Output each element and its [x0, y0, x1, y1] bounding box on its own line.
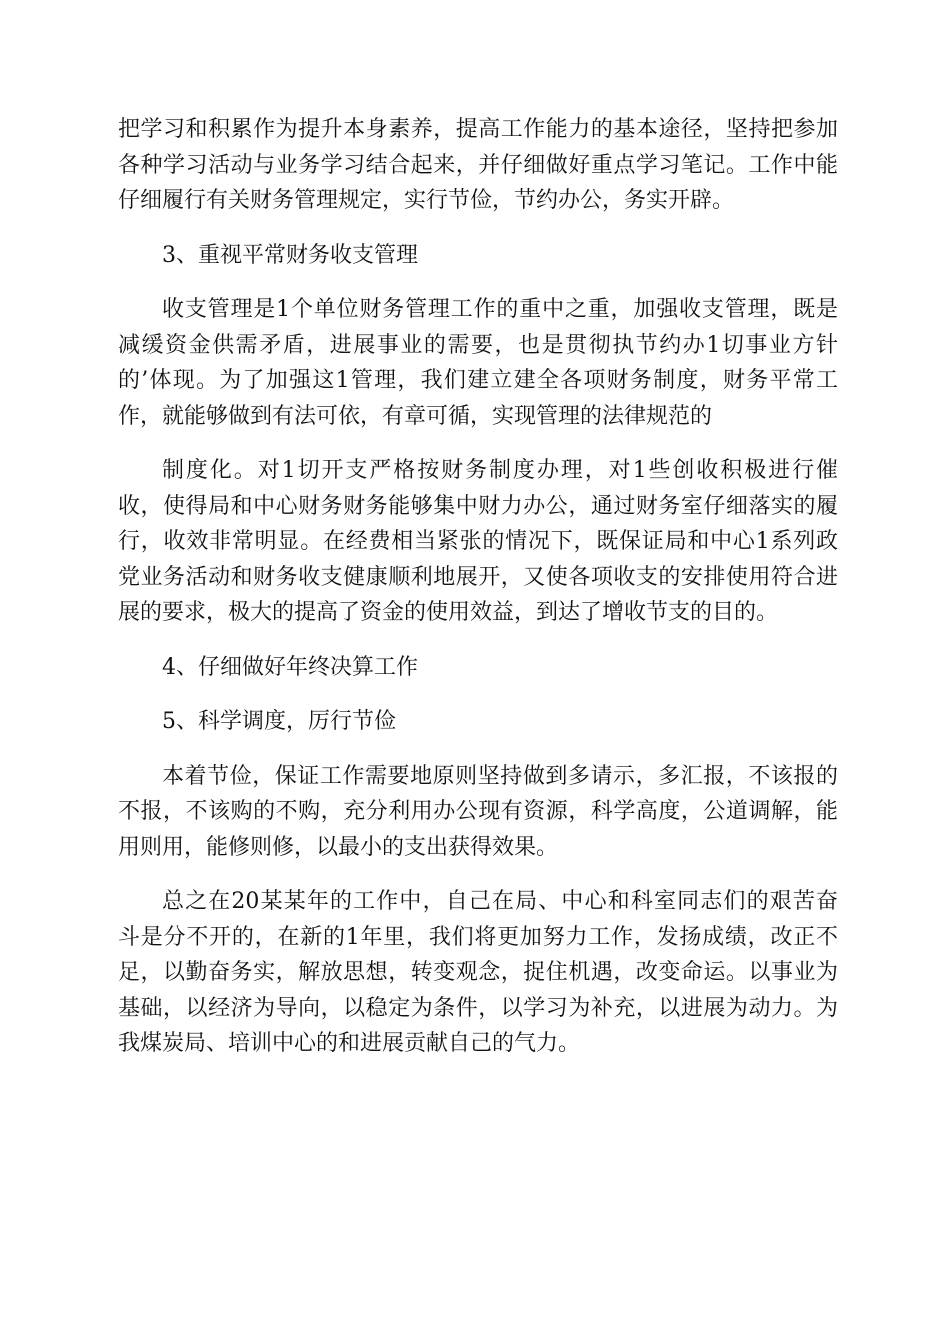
paragraph-line: 仔细履行有关财务管理规定，实行节俭，节约办公，务实开辟。 [118, 188, 735, 213]
paragraph-line: 用则用，能修则修，以最小的支出获得效果。 [118, 834, 559, 860]
section-heading-5: 5、科学调度，厉行节俭 [162, 709, 396, 734]
paragraph-line: 的’体现。为了加强这1管理，我们建立建全各项财务制度，财务平常工 [118, 368, 838, 393]
paragraph-line: 把学习和积累作为提升本身素养，提高工作能力的基本途径，坚持把参加 [118, 117, 838, 142]
paragraph-institutionalization [118, 453, 838, 631]
section-heading-3: 3、重视平常财务收支管理 [162, 242, 418, 268]
paragraph-study [118, 112, 838, 219]
paragraph-line: 减缓资金供需矛盾，进展事业的需要，也是贯彻执节约办1切事业方针 [118, 332, 838, 358]
paragraph-line: 各种学习活动与业务学习结合起来，并仔细做好重点学习笔记。工作中能 [118, 152, 838, 178]
paragraph-line: 党业务活动和财务收支健康顺利地展开，又使各项收支的安排使用符合进 [118, 564, 838, 590]
paragraph-line: 不报，不该购的不购，充分利用办公现有资源，科学高度，公道调解，能 [118, 799, 838, 824]
paragraph-line: 基础，以经济为导向，以稳定为条件，以学习为补充，以进展为动力。为 [118, 995, 838, 1021]
paragraph-line: 收支管理是1个单位财务管理工作的重中之重，加强收支管理，既是 [162, 297, 838, 322]
paragraph-line: 行，收效非常明显。在经费相当紧张的情况下，既保证局和中心1系列政 [118, 529, 838, 554]
paragraph-line: 制度化。对1切开支严格按财务制度办理，对1些创收积极进行催 [162, 458, 838, 483]
section-heading-4: 4、仔细做好年终决算工作 [162, 654, 418, 680]
paragraph-line: 作，就能够做到有法可依，有章可循，实现管理的法律规范的 [118, 403, 713, 429]
paragraph-frugality [118, 759, 838, 866]
paragraph-income-expense [118, 292, 838, 434]
paragraph-line: 总之在20某某年的工作中，自己在局、中心和科室同志们的艰苦奋 [162, 889, 838, 914]
paragraph-line: 我煤炭局、培训中心的和进展贡献自己的气力。 [118, 1031, 581, 1056]
paragraph-line: 收，使得局和中心财务财务能够集中财力办公，通过财务室仔细落实的履 [118, 493, 838, 519]
paragraph-summary [118, 884, 838, 1062]
document-page [118, 112, 838, 1062]
paragraph-line: 展的要求，极大的提高了资金的使用效益，到达了增收节支的目的。 [118, 600, 779, 625]
paragraph-line: 斗是分不开的，在新的1年里，我们将更加努力工作，发扬成绩，改正不 [118, 924, 838, 950]
paragraph-line: 足，以勤奋务实，解放思想，转变观念，捉住机遇，改变命运。以事业为 [118, 960, 838, 985]
paragraph-line: 本着节俭，保证工作需要地原则坚持做到多请示，多汇报，不该报的 [162, 763, 838, 789]
